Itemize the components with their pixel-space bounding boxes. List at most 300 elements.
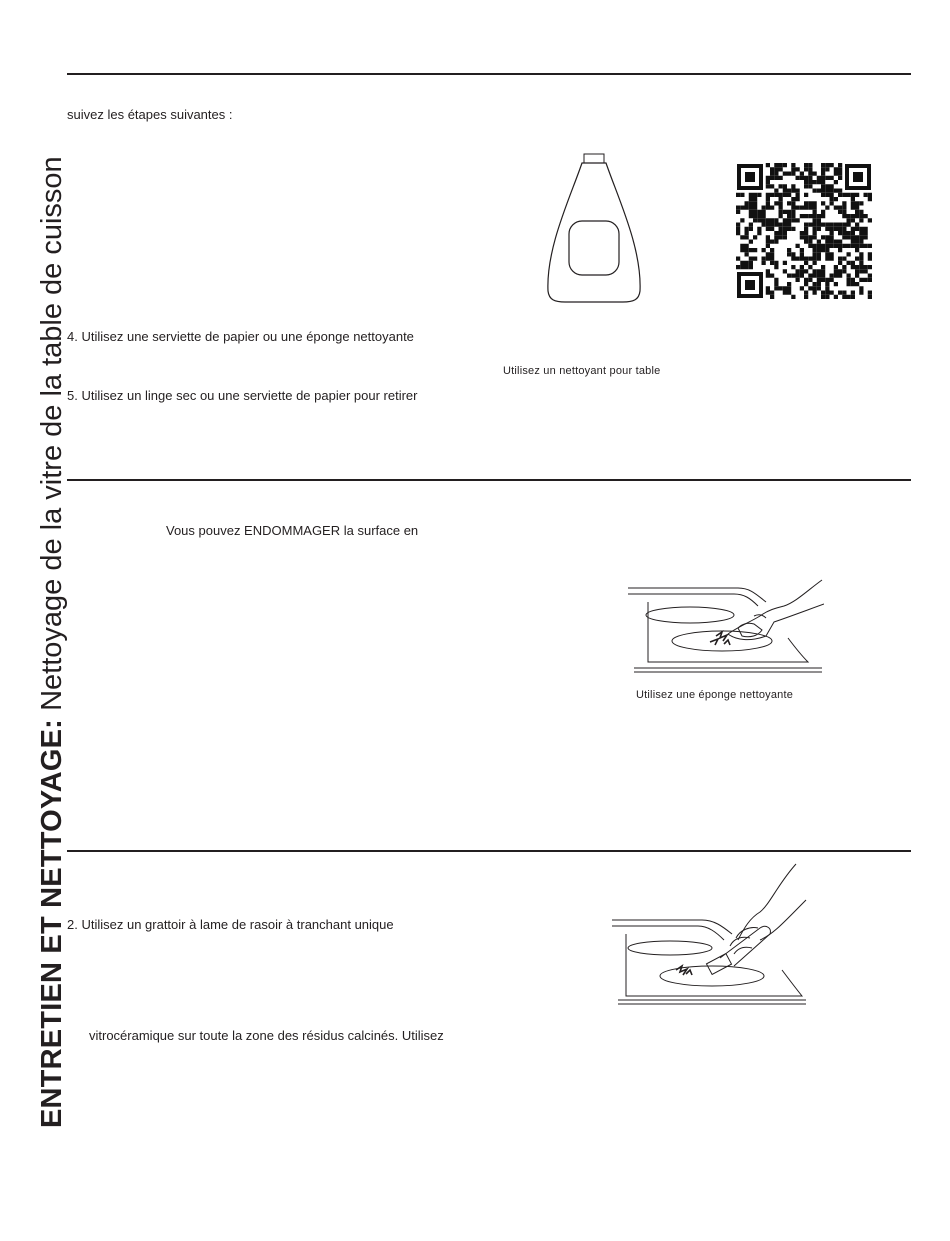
qr-module (774, 265, 778, 269)
qr-module (749, 240, 753, 244)
qr-module (753, 214, 757, 218)
qr-module (821, 274, 825, 278)
qr-module (813, 235, 817, 239)
qr-module (830, 257, 834, 261)
qr-module (842, 210, 846, 214)
qr-module (791, 184, 795, 188)
qr-module (770, 172, 774, 176)
qr-module (770, 167, 774, 171)
qr-module (851, 244, 855, 248)
qr-module (753, 206, 757, 210)
qr-module (791, 189, 795, 193)
qr-module (791, 257, 795, 261)
qr-module (787, 274, 791, 278)
qr-module (800, 265, 804, 269)
qr-module (838, 206, 842, 210)
qr-module (855, 201, 859, 205)
qr-module (817, 269, 821, 273)
qr-module (817, 227, 821, 231)
step-5-text: 5. Utilisez un linge sec ou une serviette de papier pour retirer (67, 388, 418, 403)
qr-module (762, 218, 766, 222)
qr-module (749, 210, 753, 214)
qr-module (783, 223, 787, 227)
qr-module (766, 176, 770, 180)
qr-module (830, 274, 834, 278)
qr-module (817, 176, 821, 180)
qr-module (830, 201, 834, 205)
qr-module (774, 218, 778, 222)
qr-module (762, 257, 766, 261)
qr-module (749, 248, 753, 252)
qr-module (774, 278, 778, 282)
qr-module (787, 201, 791, 205)
qr-module (830, 291, 834, 295)
qr-module (830, 193, 834, 197)
qr-module (864, 235, 868, 239)
qr-module (847, 295, 851, 299)
qr-module (851, 295, 855, 299)
qr-module (859, 269, 863, 273)
warning-text: Vous pouvez ENDOMMAGER la surface en (166, 523, 419, 538)
qr-module (813, 214, 817, 218)
qr-module (821, 180, 825, 184)
qr-module (859, 210, 863, 214)
qr-module (859, 291, 863, 295)
qr-module (847, 231, 851, 235)
qr-module (825, 252, 829, 256)
qr-module (813, 231, 817, 235)
qr-module (745, 201, 749, 205)
qr-module (834, 180, 838, 184)
qr-module (800, 274, 804, 278)
qr-module (868, 265, 872, 269)
qr-module (859, 214, 863, 218)
qr-module (779, 286, 783, 290)
qr-module (753, 235, 757, 239)
qr-module (851, 291, 855, 295)
qr-module (817, 240, 821, 244)
qr-module (796, 193, 800, 197)
qr-module (821, 269, 825, 273)
qr-module (851, 278, 855, 282)
qr-module (808, 163, 812, 167)
qr-module (736, 227, 740, 231)
qr-module (740, 261, 744, 265)
qr-module (740, 235, 744, 239)
qr-module (847, 244, 851, 248)
qr-module (808, 240, 812, 244)
qr-module (834, 167, 838, 171)
qr-module (825, 189, 829, 193)
qr-module (736, 265, 740, 269)
qr-module (830, 223, 834, 227)
qr-module (830, 278, 834, 282)
qr-module (774, 282, 778, 286)
qr-module (796, 167, 800, 171)
qr-module (813, 291, 817, 295)
qr-module (825, 282, 829, 286)
qr-module (830, 244, 834, 248)
qr-module (808, 244, 812, 248)
qr-module (847, 218, 851, 222)
qr-module (842, 227, 846, 231)
qr-module (800, 252, 804, 256)
qr-module (864, 265, 868, 269)
qr-module (770, 240, 774, 244)
qr-module (791, 265, 795, 269)
qr-module (791, 167, 795, 171)
qr-module (774, 176, 778, 180)
qr-module (817, 274, 821, 278)
qr-module (753, 197, 757, 201)
qr-module (813, 201, 817, 205)
qr-module (842, 206, 846, 210)
qr-module (813, 218, 817, 222)
qr-module (745, 252, 749, 256)
qr-module (825, 244, 829, 248)
qr-module (787, 218, 791, 222)
qr-module (813, 248, 817, 252)
qr-module (766, 197, 770, 201)
qr-module (864, 193, 868, 197)
qr-module (855, 227, 859, 231)
qr-module (745, 248, 749, 252)
qr-module (766, 269, 770, 273)
qr-module (851, 206, 855, 210)
qr-module (796, 269, 800, 273)
qr-module (830, 184, 834, 188)
qr-module (817, 282, 821, 286)
qr-module (770, 184, 774, 188)
qr-module (838, 274, 842, 278)
qr-module (783, 261, 787, 265)
qr-module (851, 265, 855, 269)
qr-module (842, 214, 846, 218)
qr-module (825, 295, 829, 299)
qr-module (800, 257, 804, 261)
qr-module (813, 261, 817, 265)
qr-module (834, 274, 838, 278)
qr-module (842, 257, 846, 261)
qr-module (770, 223, 774, 227)
qr-module (859, 265, 863, 269)
qr-module (770, 295, 774, 299)
qr-module (847, 214, 851, 218)
qr-module (787, 252, 791, 256)
qr-module (838, 172, 842, 176)
qr-module (804, 180, 808, 184)
qr-module (736, 206, 740, 210)
qr-module (779, 197, 783, 201)
qr-module (838, 257, 842, 261)
qr-module (855, 269, 859, 273)
qr-module (855, 223, 859, 227)
qr-module (864, 231, 868, 235)
qr-module (817, 218, 821, 222)
qr-module (855, 206, 859, 210)
qr-module (847, 274, 851, 278)
qr-module (783, 286, 787, 290)
qr-module (783, 231, 787, 235)
qr-module (749, 197, 753, 201)
qr-module (859, 240, 863, 244)
qr-module (825, 240, 829, 244)
qr-module (817, 180, 821, 184)
qr-module (774, 235, 778, 239)
qr-module (762, 210, 766, 214)
qr-module (779, 227, 783, 231)
qr-module (779, 201, 783, 205)
qr-module (740, 265, 744, 269)
qr-module (804, 261, 808, 265)
qr-module (817, 257, 821, 261)
qr-module (800, 248, 804, 252)
qr-module (821, 163, 825, 167)
qr-module (804, 163, 808, 167)
qr-code-icon (736, 163, 872, 299)
qr-module (859, 244, 863, 248)
qr-module (783, 163, 787, 167)
qr-module (804, 193, 808, 197)
qr-module (783, 269, 787, 273)
qr-module (745, 227, 749, 231)
qr-module (847, 261, 851, 265)
qr-module (859, 261, 863, 265)
qr-module (779, 206, 783, 210)
qr-module (753, 248, 757, 252)
qr-module (825, 257, 829, 261)
qr-module (817, 223, 821, 227)
qr-module (813, 282, 817, 286)
qr-module (834, 269, 838, 273)
qr-module (779, 176, 783, 180)
qr-module (851, 282, 855, 286)
qr-module (787, 172, 791, 176)
qr-module (821, 295, 825, 299)
qr-module (736, 257, 740, 261)
qr-module (808, 257, 812, 261)
qr-module (821, 248, 825, 252)
qr-module (766, 244, 770, 248)
qr-module (868, 244, 872, 248)
qr-module (779, 193, 783, 197)
qr-module (808, 201, 812, 205)
qr-module (770, 274, 774, 278)
qr-module (859, 227, 863, 231)
qr-module (830, 240, 834, 244)
qr-module (825, 248, 829, 252)
qr-module (817, 248, 821, 252)
qr-module (830, 197, 834, 201)
qr-module (830, 176, 834, 180)
qr-module (817, 252, 821, 256)
qr-module (766, 274, 770, 278)
qr-module (830, 163, 834, 167)
qr-module (808, 265, 812, 269)
qr-module (753, 218, 757, 222)
qr-module (770, 261, 774, 265)
qr-module (766, 180, 770, 184)
qr-module (791, 252, 795, 256)
qr-module (855, 257, 859, 261)
qr-module (808, 206, 812, 210)
qr-module (838, 223, 842, 227)
qr-module (740, 206, 744, 210)
qr-module (745, 235, 749, 239)
qr-module (808, 180, 812, 184)
qr-module (770, 257, 774, 261)
qr-module (796, 189, 800, 193)
qr-module (757, 227, 761, 231)
qr-module (762, 223, 766, 227)
qr-module (774, 193, 778, 197)
qr-module (808, 214, 812, 218)
qr-module (804, 214, 808, 218)
qr-module (774, 163, 778, 167)
qr-module (766, 218, 770, 222)
qr-module (791, 197, 795, 201)
qr-module (855, 274, 859, 278)
qr-module (800, 206, 804, 210)
qr-module (787, 248, 791, 252)
qr-module (838, 261, 842, 265)
qr-module (787, 286, 791, 290)
qr-module (787, 291, 791, 295)
qr-module (821, 223, 825, 227)
step-2-text: 2. Utilisez un grattoir à lame de rasoir à tranchant unique (67, 917, 394, 932)
qr-module (859, 235, 863, 239)
qr-module (821, 167, 825, 171)
qr-module (842, 231, 846, 235)
qr-module (813, 252, 817, 256)
qr-module (766, 240, 770, 244)
qr-module (838, 227, 842, 231)
qr-module (804, 176, 808, 180)
qr-module (855, 214, 859, 218)
qr-module (859, 218, 863, 222)
qr-module (825, 176, 829, 180)
qr-module (766, 223, 770, 227)
qr-module (800, 286, 804, 290)
qr-module (813, 274, 817, 278)
qr-module (766, 286, 770, 290)
qr-module (770, 248, 774, 252)
qr-module (830, 231, 834, 235)
qr-module (821, 291, 825, 295)
qr-module (749, 206, 753, 210)
qr-module (838, 189, 842, 193)
qr-module (855, 193, 859, 197)
qr-module (753, 210, 757, 214)
qr-module (821, 172, 825, 176)
qr-module (766, 252, 770, 256)
qr-module (783, 193, 787, 197)
qr-module (868, 193, 872, 197)
qr-module (749, 265, 753, 269)
qr-module (770, 218, 774, 222)
qr-module (783, 189, 787, 193)
qr-module (787, 193, 791, 197)
qr-module (774, 240, 778, 244)
qr-module (791, 214, 795, 218)
qr-module (762, 214, 766, 218)
qr-module (851, 201, 855, 205)
qr-module (851, 235, 855, 239)
qr-module (834, 189, 838, 193)
qr-module (757, 218, 761, 222)
qr-module (855, 210, 859, 214)
qr-module (753, 193, 757, 197)
qr-module (787, 223, 791, 227)
qr-module (779, 223, 783, 227)
qr-module (808, 223, 812, 227)
qr-module (864, 269, 868, 273)
qr-module (855, 248, 859, 252)
qr-module (838, 176, 842, 180)
qr-module (796, 206, 800, 210)
qr-module (800, 235, 804, 239)
qr-module (830, 235, 834, 239)
qr-module (825, 184, 829, 188)
qr-module (766, 163, 770, 167)
qr-module (804, 278, 808, 282)
qr-module (774, 231, 778, 235)
qr-module (766, 257, 770, 261)
qr-module (813, 257, 817, 261)
qr-module (757, 214, 761, 218)
qr-module (842, 193, 846, 197)
qr-module (825, 206, 829, 210)
qr-module (791, 206, 795, 210)
qr-module (838, 167, 842, 171)
qr-module (804, 227, 808, 231)
qr-module (838, 193, 842, 197)
razor-scraper-illustration (610, 862, 810, 1006)
qr-module (842, 265, 846, 269)
intro-text: suivez les étapes suivantes : (67, 107, 233, 122)
qr-module (740, 248, 744, 252)
qr-module (774, 189, 778, 193)
qr-module (813, 180, 817, 184)
qr-module (787, 214, 791, 218)
qr-module (813, 210, 817, 214)
qr-module (745, 261, 749, 265)
qr-module (842, 223, 846, 227)
qr-module (864, 227, 868, 231)
qr-module (783, 235, 787, 239)
qr-module (783, 218, 787, 222)
qr-module (749, 261, 753, 265)
qr-module (749, 227, 753, 231)
qr-module (736, 223, 740, 227)
qr-module (808, 286, 812, 290)
qr-module (859, 278, 863, 282)
qr-module (736, 231, 740, 235)
qr-module (825, 235, 829, 239)
qr-module (842, 295, 846, 299)
qr-module (834, 282, 838, 286)
qr-module (770, 252, 774, 256)
qr-module (830, 189, 834, 193)
qr-module (753, 257, 757, 261)
qr-module (808, 167, 812, 171)
qr-module (855, 282, 859, 286)
qr-module (868, 252, 872, 256)
qr-module (791, 227, 795, 231)
qr-module (766, 206, 770, 210)
qr-module (779, 163, 783, 167)
qr-module (796, 274, 800, 278)
